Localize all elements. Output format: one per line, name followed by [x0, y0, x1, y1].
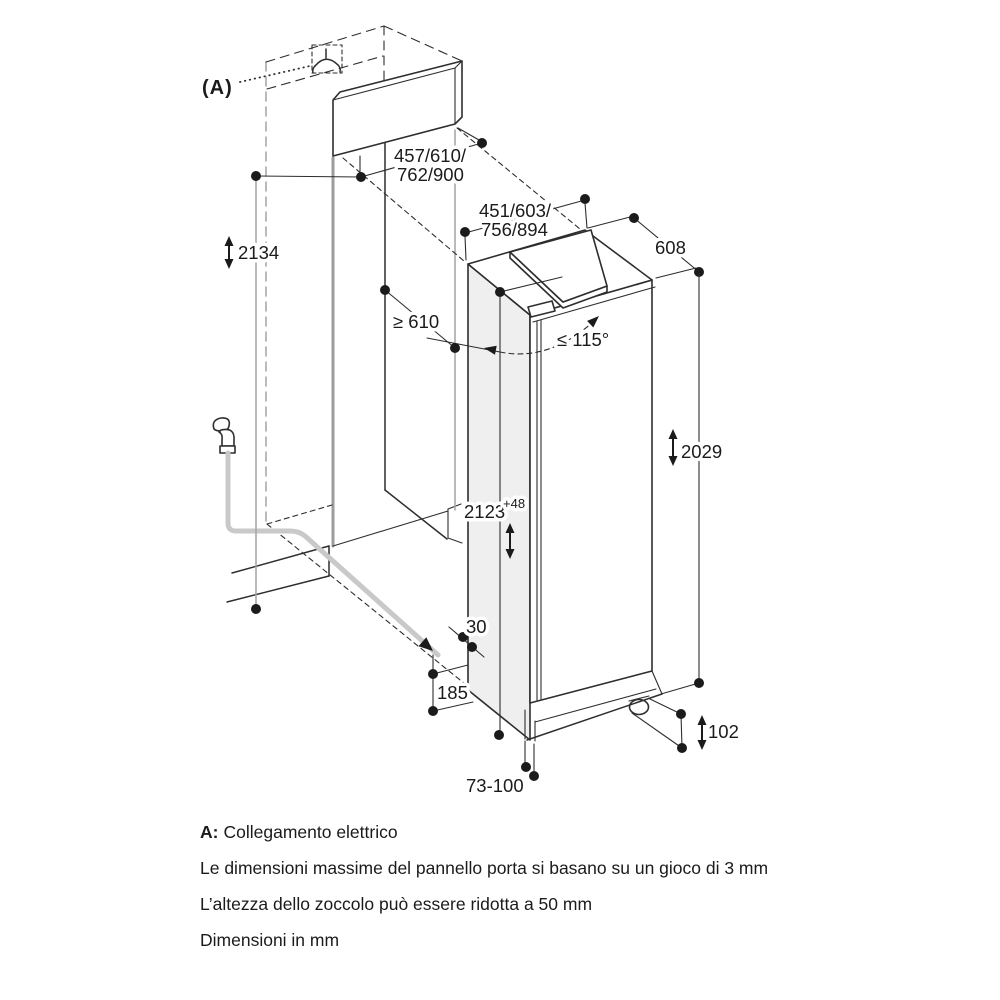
dim-door-panel-width-label-2: 756/894: [481, 219, 548, 240]
appliance-body: [468, 230, 662, 741]
dim-top-panel-width-label-2: 762/900: [397, 164, 464, 185]
dim-niche-height: [225, 171, 362, 614]
power-outlet-icon: [312, 45, 342, 73]
dim-install-height-label: 2123: [464, 501, 506, 522]
dim-foot-range-label: 73-100: [466, 775, 524, 796]
dim-foot-range: [466, 741, 539, 796]
dim-install-height-tolerance: +48: [503, 496, 526, 511]
dim-connection-height-label: 185: [437, 682, 468, 703]
dim-niche-depth-label: ≥ 610: [393, 311, 440, 332]
dim-appliance-height: [661, 274, 722, 694]
note-plinth: L’altezza dello zoccolo può essere ridotta a 50 mm: [200, 894, 593, 914]
dim-plinth-height-label: 102: [708, 721, 739, 742]
dim-door-panel-width-label-1: 451/603/: [479, 200, 552, 221]
note-a-prefix: A:: [200, 822, 219, 842]
dim-depth-label: 608: [655, 237, 686, 258]
dim-niche-height-label: 2134: [238, 242, 280, 263]
note-units: Dimensioni in mm: [200, 930, 340, 950]
water-tap-icon: [213, 418, 235, 453]
niche-side-panel: [227, 130, 470, 688]
note-door-panel: Le dimensioni massime del pannello porta si basano su un gioco di 3 mm: [200, 858, 769, 878]
note-a-text: Collegamento elettrico: [223, 822, 398, 842]
callout-a-label: (A): [202, 77, 233, 99]
dim-connection-height: [428, 655, 473, 716]
dim-rear-gap-label: 30: [466, 616, 487, 637]
callout-a: [202, 66, 310, 99]
dim-appliance-height-label: 2029: [681, 441, 723, 462]
dim-niche-depth: [380, 285, 460, 353]
note-electrical-connection: [200, 822, 398, 843]
dim-door-angle-label: ≤ 115°: [557, 329, 610, 350]
dim-top-panel-width-label-1: 457/610/: [394, 145, 467, 166]
